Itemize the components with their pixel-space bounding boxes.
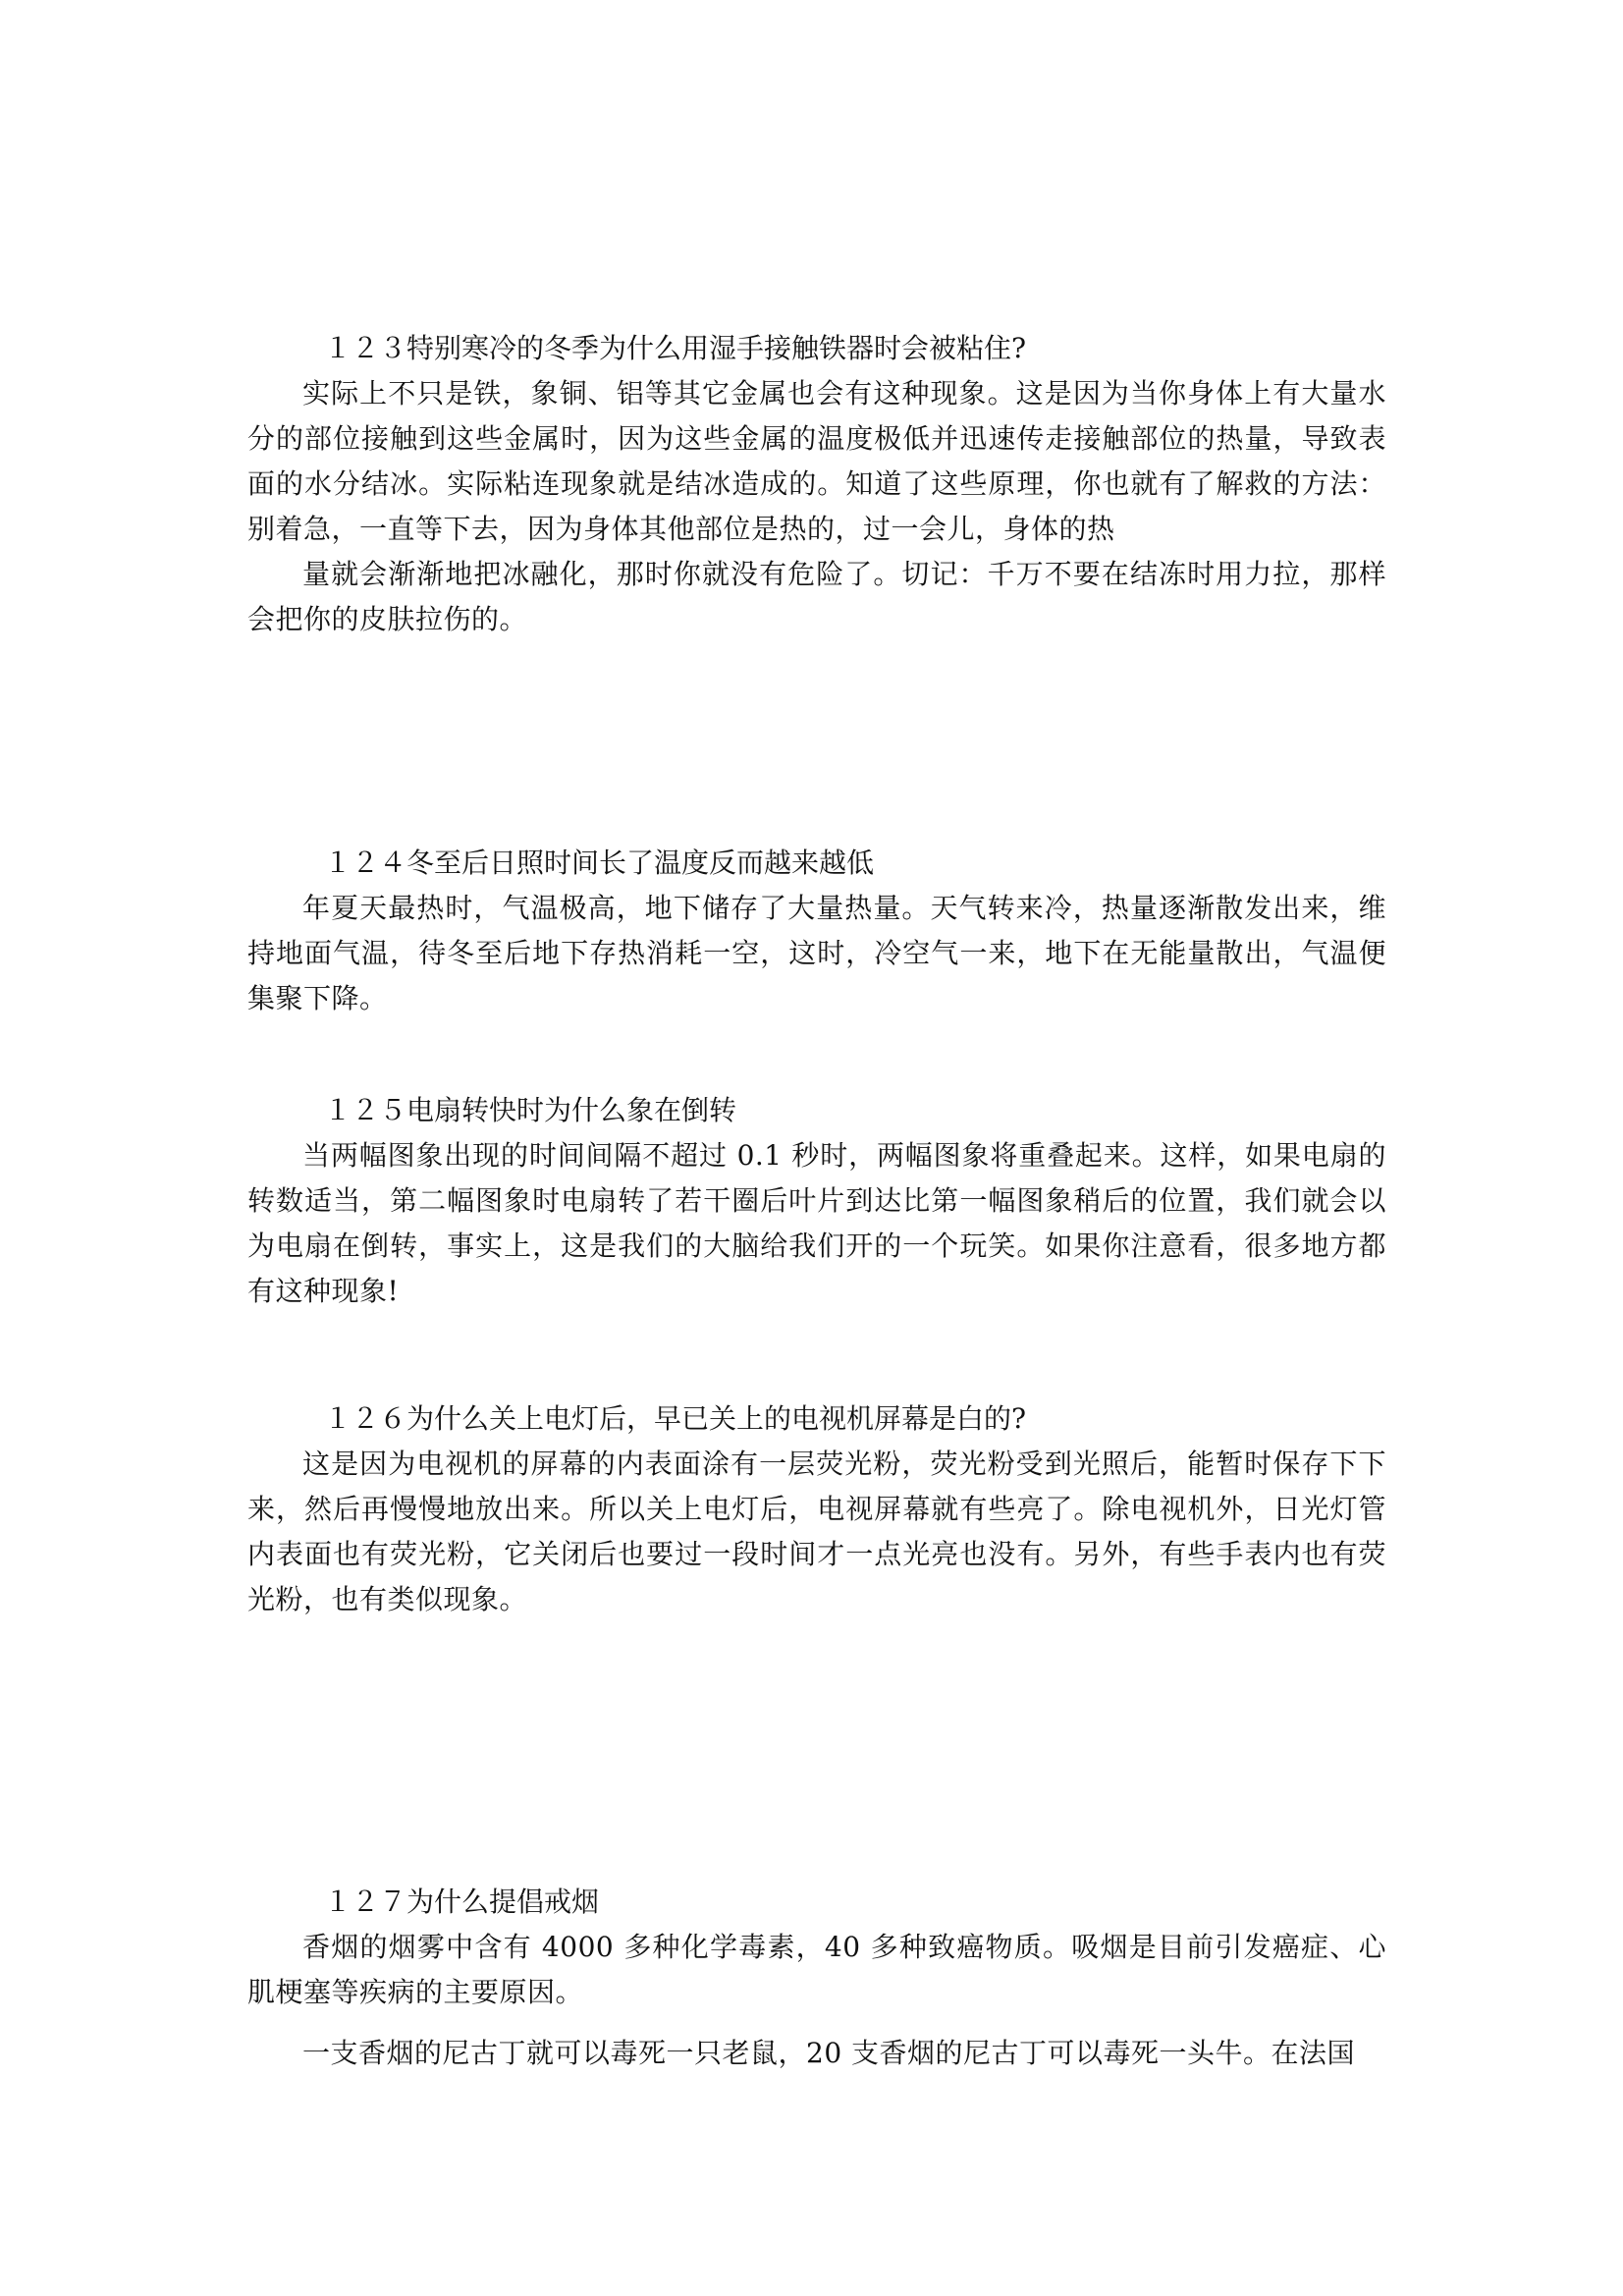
section-126 [247,1396,1386,1622]
section-heading: １２６为什么关上电灯后，早已关上的电视机屏幕是白的? [324,1402,1027,1435]
section-heading: １２７为什么提倡戒烟 [324,1886,600,1918]
section-124 [247,841,1386,1021]
section-paragraph: 当两幅图象出现的时间间隔不超过 0.1 秒时，两幅图象将重叠起来。这样，如果电扇的转数适当，第二幅图象时电扇转了若干圈后叶片到达比第一幅图象稍后的位置，我们就会以为电扇在倒转，事实上，这是我们的大脑给我们开的一个玩笑。如果你注意看，很多地方都有这种现象! [247,1139,1386,1307]
section-127 [247,1880,1386,2076]
section-paragraph: 香烟的烟雾中含有 4000 多种化学毒素，40 多种致癌物质。吸烟是目前引发癌症、心肌梗塞等疾病的主要原因。 [247,1931,1386,2008]
section-heading: １２４冬至后日照时间长了温度反而越来越低 [324,847,875,879]
section-123 [247,326,1386,642]
section-paragraph: 一支香烟的尼古丁就可以毒死一只老鼠，20 支香烟的尼古丁可以毒死一头牛。在法国 [302,2037,1356,2069]
section-heading: １２５电扇转快时为什么象在倒转 [324,1094,737,1126]
section-paragraph: 量就会渐渐地把冰融化，那时你就没有危险了。切记：千万不要在结冻时用力拉，那样会把你的皮肤拉伤的。 [247,558,1386,635]
section-heading: １２３特别寒冷的冬季为什么用湿手接触铁器时会被粘住? [324,332,1027,364]
section-paragraph: 年夏天最热时，气温极高，地下储存了大量热量。天气转来冷，热量逐渐散发出来，维持地面气温，待冬至后地下存热消耗一空，这时，冷空气一来，地下在无能量散出，气温便集聚下降。 [247,892,1386,1014]
section-paragraph: 这是因为电视机的屏幕的内表面涂有一层荧光粉，荧光粉受到光照后，能暂时保存下下来，然后再慢慢地放出来。所以关上电灯后，电视屏幕就有些亮了。除电视机外，日光灯管内表面也有荧光粉，它关闭后也要过一段时间才一点光亮也没有。另外，有些手表内也有荧光粉，也有类似现象。 [247,1448,1386,1615]
section-paragraph: 实际上不只是铁，象铜、铝等其它金属也会有这种现象。这是因为当你身体上有大量水分的部位接触到这些金属时，因为这些金属的温度极低并迅速传走接触部位的热量，导致表面的水分结冰。实际粘连现象就是结冰造成的。知道了这些原理，你也就有了解救的方法：别着急，一直等下去，因为身体其他部位是热的，过一会儿，身体的热 [247,377,1386,545]
section-125 [247,1088,1386,1314]
